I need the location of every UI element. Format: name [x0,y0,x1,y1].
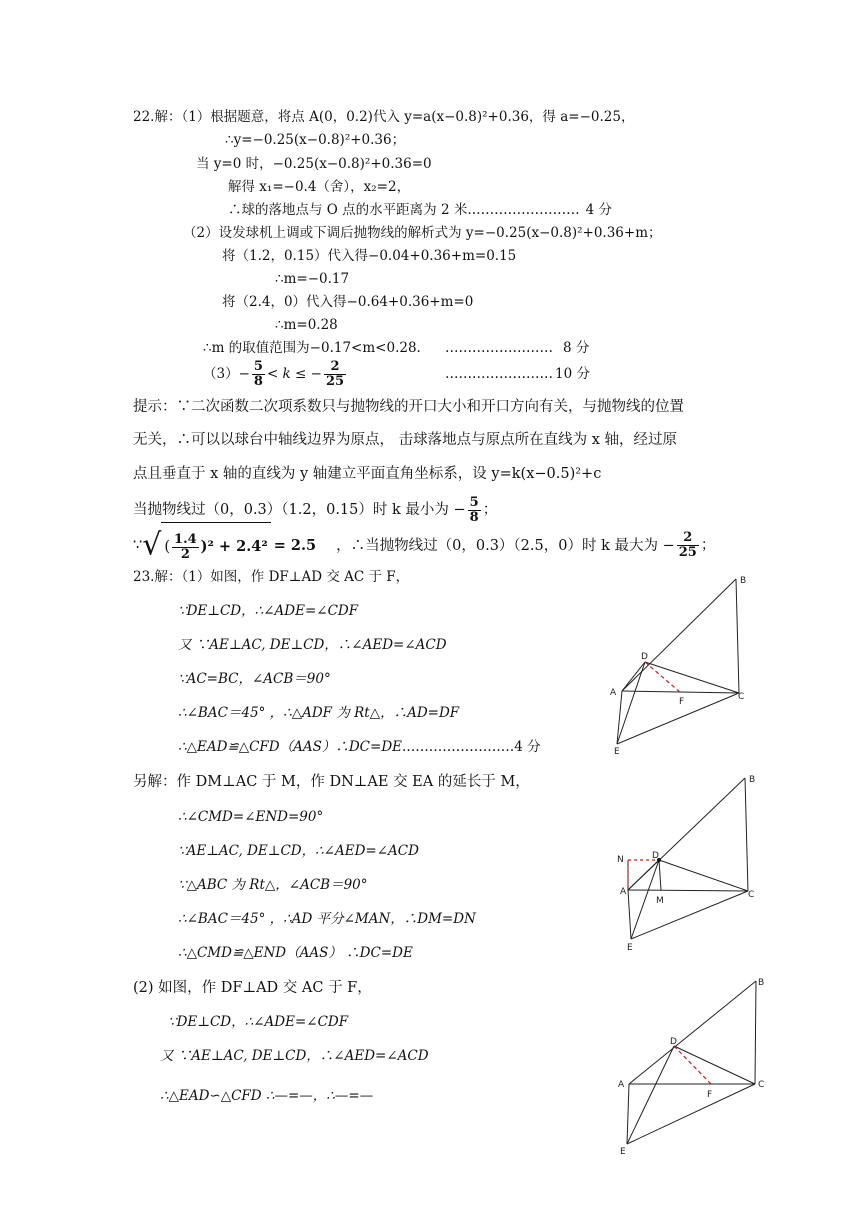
fig2-label-m: M [656,896,664,906]
geometry-figure-3 [615,976,775,1170]
q22-fraction-2-den: 25 [325,374,345,389]
q23-line-2: ∵DE⊥CD，∴∠ADE=∠CDF [178,603,359,619]
fig1-label-c: C [738,692,745,702]
q22-line-11: ∴m 的取值范围为−0.17<m<0.28. [203,340,421,356]
hint-line-4-text: 当抛物线过（0，0.3）（1.2，0.15）时 k 最小为 − [133,502,466,518]
hint-line-3: 点且垂直于 x 轴的直线为 y 轴建立平面直角坐标系，设 y=k(x−0.5)²+c [133,466,602,482]
hint-line-5-end: ； [700,537,716,554]
q22-line-12 [203,354,348,394]
q23b-line-1: (2) 如图，作 DF⊥AD 交 AC 于 F， [133,980,372,996]
fig3-label-d: D [670,1037,677,1047]
q23-line-3: 又 ∵AE⊥AC, DE⊥CD，∴∠AED=∠ACD [178,637,447,653]
fig1-label-b: B [740,576,747,586]
q22-score-1: 4 分 [585,202,613,218]
q23b-line-3: 又 ∵AE⊥AC, DE⊥CD，∴∠AED=∠ACD [160,1048,429,1064]
hint-sqrt-body [161,522,270,569]
q22-line-9: 将（2.4，0）代入得−0.64+0.36+m=0 [222,294,474,310]
hint-sqrt-fraction [172,533,199,562]
fig3-label-e: E [620,1147,626,1157]
q22-line-11-dots: …………………… [445,340,553,356]
hint-line-1: 提示：∵二次函数二次项系数只与抛物线的开口大小和开口方向有关，与抛物线的位置 [133,399,684,415]
q22-fraction-2 [324,360,346,389]
q22-line-5-text: ∴球的落地点与 O 点的水平距离为 2 米. [228,202,472,218]
fig3-label-c: C [758,1080,765,1090]
alt-line-6: ∴△CMD≌△END（AAS） ∴DC=DE [178,945,413,961]
fig3-label-f: F [707,1090,713,1100]
q22-fraction-1-num: 5 [253,359,263,374]
fig2-label-a: A [620,887,627,897]
q23-line-6-dots: …………………… [406,739,515,755]
fig1-label-e: E [614,747,620,757]
hint-sqrt-open: ( [164,539,171,555]
q22-line-5-dots: …………………… [471,202,580,218]
alt-line-3: ∵AE⊥AC, DE⊥CD，∴∠AED=∠ACD [178,843,419,859]
fig2-label-d: D [652,851,659,861]
hint-line-4-end: ； [482,502,498,518]
hint-line-5 [133,522,715,569]
q22-fraction-2-num: 2 [324,360,346,375]
alt-line-2: ∴∠CMD=∠END=90° [178,809,324,825]
geometry-figure-1 [606,574,766,768]
q23-line-6 [178,738,541,756]
alt-line-5: ∴∠BAC＝45° ，∴AD 平分∠MAN，∴DM=DN [178,911,476,927]
fig3-label-a: A [618,1080,625,1090]
q22-line-5 [228,201,612,219]
hint-because: ∵ [133,537,143,554]
q22-line-11-tail [445,339,589,357]
q22-line-12-prefix: （3） [203,366,239,382]
hint-line-2: 无关，∴可以以球台中轴线边界为原点， 击球落地点与原点所在直线为 x 轴，经过原 [133,432,678,448]
hint-sqrt-fraction-num: 1.4 [174,531,197,547]
q22-fraction-1 [252,360,265,389]
hint-sqrt-fraction-den: 2 [180,546,190,562]
q22-line-8: ∴m=−0.17 [275,271,350,287]
q23b-line-4: ∴△EAD∽△CFD ∴—=—，∴—=— [160,1088,374,1104]
fig1-label-f: F [679,697,685,707]
fig2-label-b: B [749,775,756,785]
q23-line-4: ∵AC=BC，∠ACB＝90° [178,671,331,687]
hint-fraction-max-den: 25 [678,545,697,560]
q22-line-12-minus: − [238,366,250,382]
q23b-line-2: ∵DE⊥CD，∴∠ADE=∠CDF [168,1014,349,1030]
q22-score-3: 10 分 [555,366,590,382]
sqrt-radical-icon: √ [142,527,162,563]
fig3-label-b: B [758,978,765,988]
q22-line-3: 当 y=0 时，−0.25(x−0.8)²+0.36=0 [196,156,432,172]
q22-line-12-inequality: < k ≤ − [266,366,322,382]
fig2-label-n: N [617,855,624,865]
figure-1-svg [606,574,766,764]
q22-line-12-dots: …………………… [445,366,553,382]
q23-line-5: ∴∠BAC＝45° ，∴△ADF 为 Rt△，∴AD=DF [178,705,460,721]
q22-line-1: 22.解：（1）根据题意，将点 A(0，0.2)代入 y=a(x−0.8)²+0.36，得 a=−0.25， [133,109,635,125]
figure-3-svg [615,976,775,1166]
q22-line-6: （2）设发球机上调或下调后抛物线的解析式为 y=−0.25(x−0.8)²+0.36+m； [183,225,662,241]
hint-fraction-max-num: 2 [677,531,699,546]
hint-fraction-min-num: 5 [469,494,479,510]
q22-score-2: 8 分 [563,340,590,356]
q22-fraction-1-den: 8 [253,374,263,389]
q22-line-2: ∴y=−0.25(x−0.8)²+0.36； [225,132,406,148]
hint-sqrt-result: = 2.5 [273,536,317,554]
hint-fraction-min [468,496,481,525]
hint-fraction-min-den: 8 [469,509,479,525]
alt-line-4: ∵△ABC 为 Rt△，∠ACB＝90° [178,877,368,893]
q22-line-7: 将（1.2，0.15）代入得−0.04+0.36+m=0.15 [222,248,517,264]
figure-1-dashed-df [645,662,681,693]
geometry-figure-2 [612,773,772,967]
q22-line-4: 解得 x₁=−0.4（舍），x₂=2， [228,179,411,195]
q23-line-1: 23.解：（1）如图，作 DF⊥AD 交 AC 于 F， [133,569,410,585]
figure-2-svg [612,773,772,963]
q22-line-10: ∴m=0.28 [275,317,338,333]
figure-3-dashed-df [674,1046,711,1084]
fig1-label-d: D [641,652,648,662]
q23-score: 4 分 [514,739,541,755]
hint-sqrt-rest: )² + 2.4² [200,538,268,555]
q22-line-12-tail [445,365,590,383]
fig1-label-a: A [610,688,617,698]
alt-line-1: 另解：作 DM⊥AC 于 M，作 DN⊥AE 交 EA 的延长于 M， [133,774,530,790]
q23-line-6-text: ∴△EAD≌△CFD（AAS）∴DC=DE. [178,739,407,755]
hint-fraction-max [677,531,699,560]
fig2-label-c: C [748,890,755,900]
fig2-label-e: E [627,943,633,953]
hint-line-5-text: ，∴当抛物线过（0，0.3）（2.5，0）时 k 最大为 − [336,537,675,554]
